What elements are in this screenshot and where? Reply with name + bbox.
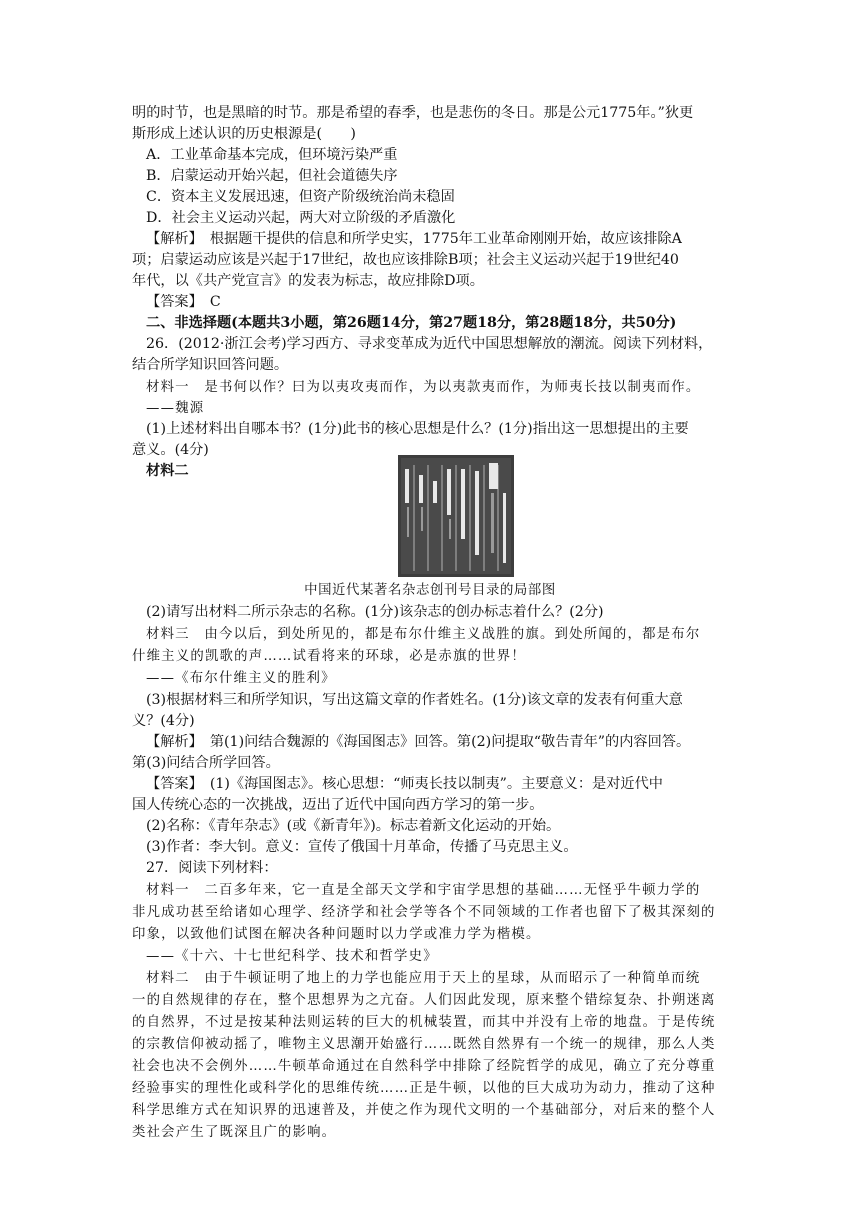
source-line: ——《布尔什维主义的胜利》 <box>146 671 336 686</box>
magazine-contents-photo <box>398 455 514 577</box>
material-3: 材料三 由今以后，到处所见的，都是布尔什维主义战胜的旗。到处所闻的，都是布尔 <box>146 627 701 642</box>
source-line: ——《十六、十七世纪科学、技术和哲学史》 <box>146 949 438 964</box>
material-2: 经验事实的理性化或科学化的思维传统……正是牛顿，以他的巨大成功为动力，推动了这种 <box>132 1081 716 1096</box>
material-2: 一的自然规律的存在，整个思想界为之亢奋。人们因此发现，原来整个错综复杂、扑朔迷离 <box>132 993 716 1008</box>
material-2: 社会也决不会例外……牛顿革命通过在自然科学中排除了经院哲学的成见，确立了充分尊重 <box>132 1059 716 1074</box>
source-line: ——魏源 <box>146 401 205 416</box>
material-2-label: 材料二 <box>146 463 189 479</box>
answer-line: 【答案】 C <box>146 294 221 310</box>
analysis-line: 【解析】 根据题干提供的信息和所学史实，1775年工业革命刚刚开始，故应该排除A <box>146 231 682 247</box>
question-27: 27．阅读下列材料： <box>146 860 278 876</box>
section-heading: 二、非选择题(本题共3小题，第26题14分，第27题18分，第28题18分，共50分) <box>146 315 677 331</box>
sub-question: (2)请写出材料二所示杂志的名称。(1分)该杂志的创办标志着什么？(2分) <box>146 604 604 620</box>
sub-question: (1)上述材料出自哪本书？(1分)此书的核心思想是什么？(1分)指出这一思想提出的主要 <box>146 421 689 437</box>
material-2: 类社会产生了既深且广的影响。 <box>132 1125 337 1140</box>
option-c: C．资本主义发展迅速，但资产阶级统治尚未稳固 <box>146 189 455 205</box>
figure-caption: 中国近代某著名杂志创刊号目录的局部图 <box>304 583 556 598</box>
material-2: 科学思维方式在知识界的迅速普及，并使之作为现代文明的一个基础部分，对后来的整个人 <box>132 1103 716 1118</box>
question-26: 26．(2012·浙江会考)学习西方、寻求变革成为近代中国思想解放的潮流。阅读下列材料， <box>146 336 713 352</box>
material-1: 材料一 二百多年来，它一直是全部天文学和宇宙学思想的基础……无怪乎牛顿力学的 <box>146 883 701 898</box>
answer-line: 【答案】 (1)《海国图志》。核心思想：“师夷长技以制夷”。主要意义：是对近代中 <box>146 776 663 792</box>
answer-line: (2)名称：《青年杂志》(或《新青年》)。标志着新文化运动的开始。 <box>146 818 561 834</box>
analysis-line: 项；启蒙运动应该是兴起于17世纪，故也应该排除B项；社会主义运动兴起于19世纪40 <box>132 252 679 268</box>
analysis-line: 【解析】 第(1)问结合魏源的《海国图志》回答。第(2)问提取“敬告青年”的内容回答。 <box>146 734 691 750</box>
material-1: 印象，以致他们试图在解决各种问题时以力学或准力学为楷模。 <box>132 927 541 942</box>
option-a: A．工业革命基本完成，但环境污染严重 <box>146 147 398 163</box>
text-line: 斯形成上述认识的历史根源是( ) <box>132 126 356 142</box>
material-2: 的自然界，不过是按某种法则运转的巨大的机械装置，而其中并没有上帝的地盘。于是传统 <box>132 1015 716 1030</box>
material-2: 的宗教信仰被动摇了，唯物主义思潮开始盛行……既然自然界有一个统一的规律，那么人类 <box>132 1037 716 1052</box>
answer-line: 国人传统心态的一次挑战，迈出了近代中国向西方学习的第一步。 <box>132 797 544 813</box>
analysis-line: 第(3)问结合所学回答。 <box>132 755 280 771</box>
option-b: B．启蒙运动开始兴起，但社会道德失序 <box>146 168 398 184</box>
option-d: D．社会主义运动兴起，两大对立阶级的矛盾激化 <box>146 210 456 226</box>
answer-line: (3)作者：李大钊。意义：宣传了俄国十月革命，传播了马克思主义。 <box>146 839 578 855</box>
text-line: 义？(4分) <box>132 713 195 729</box>
material-3: 什维主义的凯歌的声……试看将来的环球，必是赤旗的世界！ <box>132 649 526 664</box>
text-line: 结合所学知识回答问题。 <box>132 357 289 373</box>
sub-question: (3)根据材料三和所学知识，写出这篇文章的作者姓名。(1分)该文章的发表有何重大意 <box>146 692 683 708</box>
material-1: 材料一 是书何以作？曰为以夷攻夷而作，为以夷款夷而作，为师夷长技以制夷而作。 <box>146 380 701 395</box>
material-1: 非凡成功甚至给诸如心理学、经济学和社会学等各个不同领域的工作者也留下了极其深刻的 <box>132 905 716 920</box>
material-2: 材料二 由于牛顿证明了地上的力学也能应用于天上的星球，从而昭示了一种简单而统 <box>146 971 701 986</box>
text-line: 意义。(4分) <box>132 442 209 458</box>
analysis-line: 年代，以《共产党宣言》的发表为标志，故应排除D项。 <box>132 273 484 289</box>
text-line: 明的时节，也是黑暗的时节。那是希望的春季，也是悲伤的冬日。那是公元1775年。”狄更 <box>132 105 694 121</box>
